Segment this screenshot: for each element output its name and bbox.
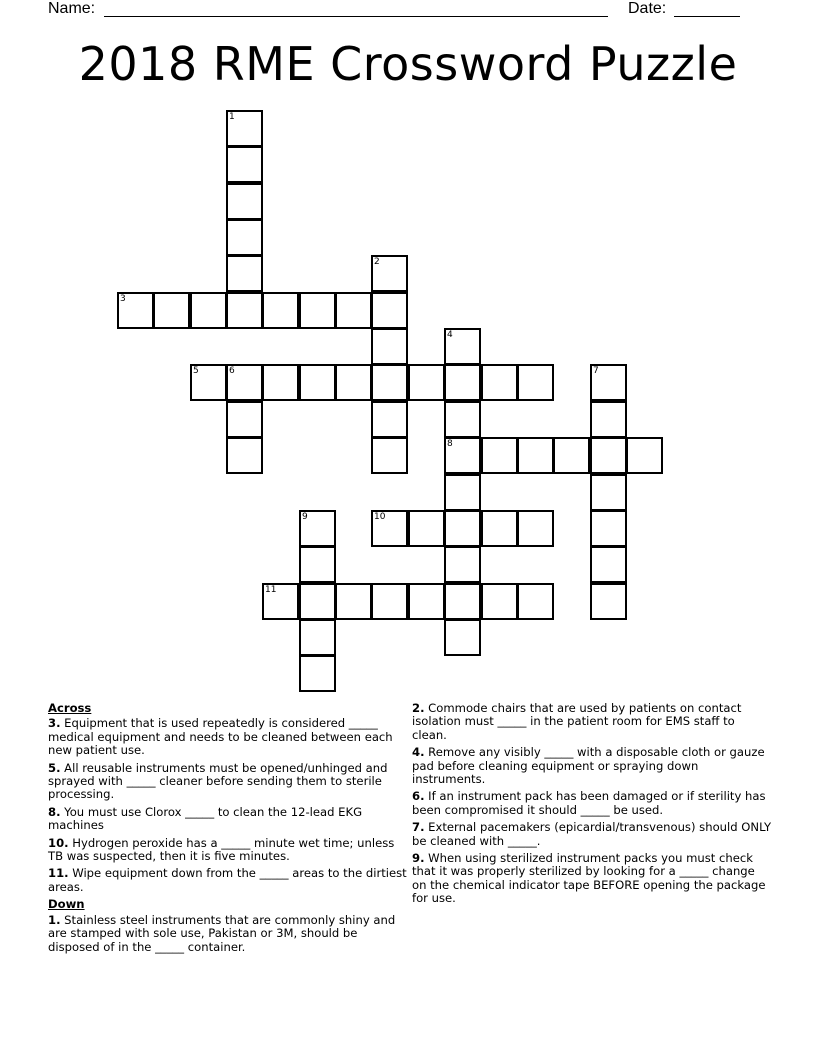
crossword-cell[interactable] (299, 619, 336, 656)
clue-number: 7. (412, 820, 425, 835)
crossword-cell[interactable] (190, 364, 227, 401)
crossword-cell[interactable] (444, 510, 481, 547)
crossword-cell[interactable] (517, 583, 554, 620)
clue-number: 10. (48, 835, 69, 850)
crossword-cell[interactable] (226, 401, 263, 438)
across-heading: Across (48, 701, 92, 715)
clue-item (48, 837, 410, 864)
crossword-cell[interactable] (444, 437, 481, 474)
crossword-cell[interactable] (481, 437, 518, 474)
crossword-cell[interactable] (299, 546, 336, 583)
cell-number: 7 (593, 366, 599, 376)
crossword-cell[interactable] (226, 255, 263, 292)
crossword-cell[interactable] (226, 219, 263, 256)
crossword-cell[interactable] (371, 583, 408, 620)
crossword-cell[interactable] (262, 364, 299, 401)
cell-number: 9 (302, 512, 308, 522)
crossword-cell[interactable] (444, 364, 481, 401)
crossword-cell[interactable] (444, 619, 481, 656)
clues-right-column (412, 702, 772, 910)
cell-number: 2 (374, 257, 380, 267)
clue-text: Commode chairs that are used by patients on contact isolation must _____ in the patient room for EMS staff to clean. (412, 701, 742, 742)
crossword-cell[interactable] (371, 255, 408, 292)
down-clue-list-right (412, 702, 772, 906)
clue-number: 1. (48, 912, 61, 927)
crossword-cell[interactable] (590, 546, 627, 583)
crossword-cell[interactable] (408, 364, 445, 401)
clue-item (48, 806, 410, 833)
clue-item (412, 790, 772, 817)
crossword-cell[interactable] (226, 437, 263, 474)
crossword-cell[interactable] (299, 583, 336, 620)
crossword-cell[interactable] (262, 583, 299, 620)
crossword-cell[interactable] (153, 292, 190, 329)
crossword-cell[interactable] (226, 110, 263, 147)
cell-number: 4 (447, 330, 453, 340)
crossword-cell[interactable] (371, 328, 408, 365)
crossword-cell[interactable] (299, 292, 336, 329)
clue-text: When using sterilized instrument packs you must check that it was properly sterilized by looking for a _____ change on the chemical indicator tape BEFORE opening the package for use. (412, 851, 766, 906)
crossword-cell[interactable] (626, 437, 663, 474)
crossword-cell[interactable] (444, 546, 481, 583)
crossword-cell[interactable] (590, 474, 627, 511)
crossword-cell[interactable] (117, 292, 154, 329)
crossword-cell[interactable] (371, 292, 408, 329)
clue-number: 5. (48, 760, 61, 775)
clue-text: You must use Clorox _____ to clean the 12-lead EKG machines (48, 804, 363, 833)
crossword-cell[interactable] (481, 364, 518, 401)
crossword-cell[interactable] (590, 437, 627, 474)
cell-number: 11 (265, 585, 277, 595)
crossword-cell[interactable] (481, 510, 518, 547)
clue-text: Remove any visibly _____ with a disposable cloth or gauze pad before cleaning equipment or spraying down instruments. (412, 745, 765, 787)
clue-number: 9. (412, 851, 425, 866)
clue-item (412, 852, 772, 906)
crossword-cell[interactable] (444, 583, 481, 620)
crossword-cell[interactable] (226, 292, 263, 329)
crossword-cell[interactable] (226, 183, 263, 220)
crossword-cell[interactable] (444, 401, 481, 438)
crossword-cell[interactable] (517, 364, 554, 401)
clue-text: If an instrument pack has been damaged or if sterility has been compromised it should _____ be used. (412, 789, 766, 817)
cell-number: 3 (120, 294, 126, 304)
crossword-cell[interactable] (553, 437, 590, 474)
crossword-cell[interactable] (299, 655, 336, 692)
down-clue-list-left (48, 914, 410, 954)
crossword-cell[interactable] (226, 364, 263, 401)
crossword-cell[interactable] (335, 292, 372, 329)
clue-item (412, 702, 772, 742)
cell-number: 5 (193, 366, 199, 376)
clue-number: 8. (48, 804, 61, 819)
page-title: 2018 RME Crossword Puzzle (78, 37, 738, 91)
clue-text: Stainless steel instruments that are commonly shiny and are stamped with sole use, Pakistan or 3M, should be disposed of in the _____ container. (48, 912, 396, 954)
crossword-cell[interactable] (371, 437, 408, 474)
clue-item (48, 867, 410, 894)
name-label: Name: (48, 0, 96, 17)
across-clue-list (48, 717, 410, 894)
crossword-cell[interactable] (590, 583, 627, 620)
clue-number: 6. (412, 789, 425, 804)
clue-text: External pacemakers (epicardial/transvenous) should ONLY be cleaned with _____. (412, 820, 772, 848)
crossword-cell[interactable] (517, 437, 554, 474)
crossword-cell[interactable] (517, 510, 554, 547)
crossword-cell[interactable] (335, 583, 372, 620)
cell-number: 10 (374, 512, 386, 522)
crossword-cell[interactable] (299, 364, 336, 401)
clue-number: 11. (48, 866, 69, 881)
clue-item (48, 762, 410, 802)
crossword-cell[interactable] (408, 583, 445, 620)
crossword-cell[interactable] (408, 510, 445, 547)
crossword-cell[interactable] (226, 146, 263, 183)
down-heading: Down (48, 897, 85, 912)
clue-text: Wipe equipment down from the _____ areas to the dirtiest areas. (48, 866, 407, 894)
cell-number: 1 (229, 112, 235, 122)
crossword-cell[interactable] (590, 364, 627, 401)
clue-text: Equipment that is used repeatedly is considered _____ medical equipment and needs to be cleaned between each new patient use. (48, 716, 393, 758)
clue-text: Hydrogen peroxide has a _____ minute wet time; unless TB was suspected, then it is five minutes. (48, 835, 395, 864)
cell-number: 8 (447, 439, 453, 449)
clue-number: 4. (412, 745, 425, 760)
crossword-cell[interactable] (371, 510, 408, 547)
crossword-cell[interactable] (444, 474, 481, 511)
clue-text: All reusable instruments must be opened/unhinged and sprayed with _____ cleaner before sending them to sterile processing. (48, 760, 388, 802)
cell-number: 6 (229, 366, 235, 376)
clue-item (48, 717, 410, 757)
clues-left-column (48, 702, 410, 958)
crossword-cell[interactable] (371, 401, 408, 438)
crossword-cell[interactable] (335, 364, 372, 401)
date-label: Date: (628, 0, 667, 17)
crossword-cell[interactable] (481, 583, 518, 620)
clue-item (412, 821, 772, 848)
clue-number: 3. (48, 716, 61, 731)
clue-item (412, 746, 772, 786)
clue-number: 2. (412, 701, 425, 715)
crossword-cell[interactable] (371, 364, 408, 401)
crossword-cell[interactable] (590, 510, 627, 547)
crossword-cell[interactable] (444, 328, 481, 365)
crossword-cell[interactable] (299, 510, 336, 547)
crossword-cell[interactable] (190, 292, 227, 329)
crossword-cell[interactable] (590, 401, 627, 438)
crossword-cell[interactable] (262, 292, 299, 329)
clue-item (48, 914, 410, 954)
